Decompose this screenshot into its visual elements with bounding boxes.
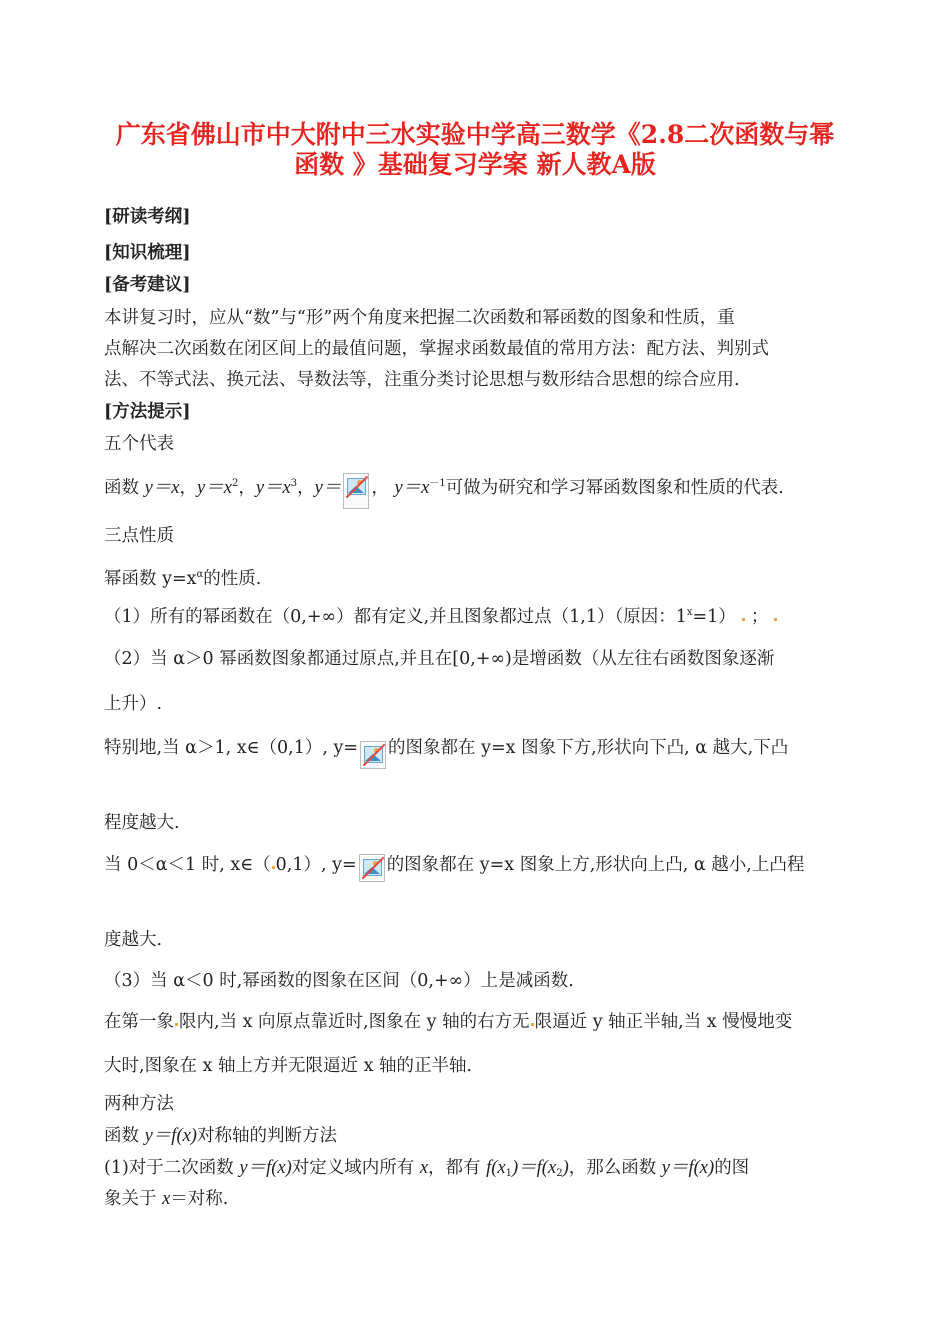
property-1-text: （1）所有的幂函数在（0,+∞）都有定义,并且图象都过点（1,1）（原因：1	[104, 607, 687, 627]
section-knowledge: [知识梳理]	[104, 243, 191, 263]
property-1	[104, 604, 783, 630]
three-props-heading: 三点性质	[104, 526, 174, 546]
special-case-1-rest: 的图象都在 y=x 图象下方,形状向下凸, α 越大,下凸	[388, 738, 789, 758]
section-study-outline: [研读考纲]	[104, 207, 191, 227]
section-advice: [备考建议]	[104, 275, 191, 295]
method-1-fx1: f(x	[486, 1158, 506, 1178]
advice-line-2: 点解决二次函数在闭区间上的最值问题，掌握求函数最值的常用方法：配方法、判别式	[104, 339, 769, 359]
five-reps-prefix: 函数	[104, 478, 145, 498]
special-case-1-end: 程度越大.	[104, 813, 180, 833]
marker-dot	[272, 866, 275, 869]
document-title-line-2: 函数 》基础复习学案 新人教A版	[294, 150, 656, 179]
func-y-x-inv: y＝x	[394, 478, 430, 498]
property-2-line-2: 上升）.	[104, 694, 163, 714]
three-props-intro-exp: α	[196, 569, 204, 580]
func-y-x3-exp: 3	[290, 478, 298, 489]
symmetry-sub-func: y＝f	[144, 1126, 177, 1146]
special-case-2-text: 当 0＜α＜1 时, x∈（	[104, 855, 271, 875]
special-case-1	[104, 735, 788, 769]
method-1-func: y＝f(x)	[239, 1158, 292, 1178]
func-y-sqrt: y＝	[314, 478, 342, 498]
method-1-then: ，那么函数	[568, 1158, 662, 1178]
property-2-line-1: （2）当 α＞0 幂函数图象都通过原点,并且在[0,+∞)是增函数（从左往右函数图象逐渐	[104, 649, 775, 669]
method-1-end: 的图	[714, 1158, 750, 1178]
marker-dot	[742, 618, 745, 621]
marker-dot	[774, 618, 777, 621]
method-1-close: )	[562, 1158, 569, 1178]
symmetry-sub-arg: (x)	[176, 1126, 197, 1146]
three-props-intro	[104, 566, 261, 592]
special-case-2-rest: 的图象都在 y=x 图象上方,形状向上凸, α 越小,上凸程	[386, 855, 805, 875]
method-1-line-2-prefix: 象关于	[104, 1189, 163, 1209]
broken-image-icon	[343, 473, 369, 509]
five-reps-suffix: 可做为研究和学习幂函数图象和性质的代表.	[445, 478, 784, 498]
property-3-detail-a: 在第一象	[104, 1012, 174, 1032]
func-y-x2: y＝x	[197, 478, 232, 498]
property-3-detail-b: 限内,当 x 向原点靠近时,图象在 y 轴的右方无	[179, 1012, 530, 1032]
sep-2: ，	[238, 478, 256, 498]
method-1-sub1: 1	[505, 1168, 512, 1179]
method-1-fx2: )＝f(x	[512, 1158, 557, 1178]
func-y-x: y＝x	[144, 478, 180, 498]
property-3-detail-1	[104, 1009, 792, 1035]
sep-3: ，	[297, 478, 315, 498]
property-1-semicolon: ；	[750, 607, 769, 627]
method-1-x: x	[419, 1158, 429, 1178]
special-case-2-end: 度越大.	[104, 930, 163, 950]
five-reps-line	[104, 473, 784, 509]
three-props-intro-suffix: 的性质.	[203, 569, 262, 589]
property-1-end: =1）	[692, 607, 736, 627]
special-case-1-text: 特别地,当 α＞1, x∈（0,1）, y=	[104, 738, 359, 758]
property-3: （3）当 α＜0 时,幂函数的图象在区间（0,+∞）上是减函数.	[104, 971, 574, 991]
two-methods-heading: 两种方法	[104, 1094, 174, 1114]
method-1-domain: 对定义域内所有	[291, 1158, 420, 1178]
document-title-line-1: 广东省佛山市中大附中三水实验中学高三数学《2.8二次函数与幂	[115, 120, 835, 149]
broken-image-icon	[360, 741, 386, 769]
func-y-x2-exp: 2	[231, 478, 239, 489]
marker-dot	[175, 1023, 178, 1026]
method-1-line-2-x: x	[162, 1189, 171, 1209]
advice-line-1: 本讲复习时，应从“数”与“形”两个角度来把握二次函数和幂函数的图象和性质，重	[104, 308, 735, 328]
method-1-func-2: y＝f(x)	[661, 1158, 715, 1178]
special-case-2-mid: 0,1）, y=	[275, 855, 357, 875]
special-case-2	[104, 852, 804, 882]
three-props-intro-text: 幂函数 y=x	[104, 569, 197, 589]
property-1-exp: x	[686, 607, 693, 618]
method-1-line-2	[104, 1186, 228, 1212]
func-y-x3: y＝x	[255, 478, 291, 498]
func-y-x-inv-exp: －1	[429, 478, 446, 489]
property-3-detail-c: 限逼近 y 轴正半轴,当 x 慢慢地变	[534, 1012, 793, 1032]
method-1-prefix: (1)对于二次函数	[104, 1158, 240, 1178]
method-1-sub2: 2	[556, 1168, 563, 1179]
broken-image-icon	[359, 854, 385, 882]
method-1-line-2-suffix: ＝对称.	[170, 1189, 229, 1209]
marker-dot	[531, 1023, 534, 1026]
symmetry-axis-subheading	[104, 1123, 337, 1149]
advice-line-3: 法、不等式法、换元法、导数法等，注重分类讨论思想与数形结合思想的综合应用.	[104, 370, 740, 390]
method-1-line-1	[104, 1155, 749, 1181]
five-reps-heading: 五个代表	[104, 434, 174, 454]
property-3-detail-2: 大时,图象在 x 轴上方并无限逼近 x 轴的正半轴.	[104, 1056, 473, 1076]
sep-1: ，	[179, 478, 198, 498]
symmetry-sub-suffix: 对称轴的判断方法	[196, 1126, 337, 1146]
symmetry-sub-prefix: 函数	[104, 1126, 145, 1146]
method-1-have: ，都有	[428, 1158, 487, 1178]
sep-4: ，	[371, 478, 389, 498]
section-method: [方法提示]	[104, 402, 191, 422]
